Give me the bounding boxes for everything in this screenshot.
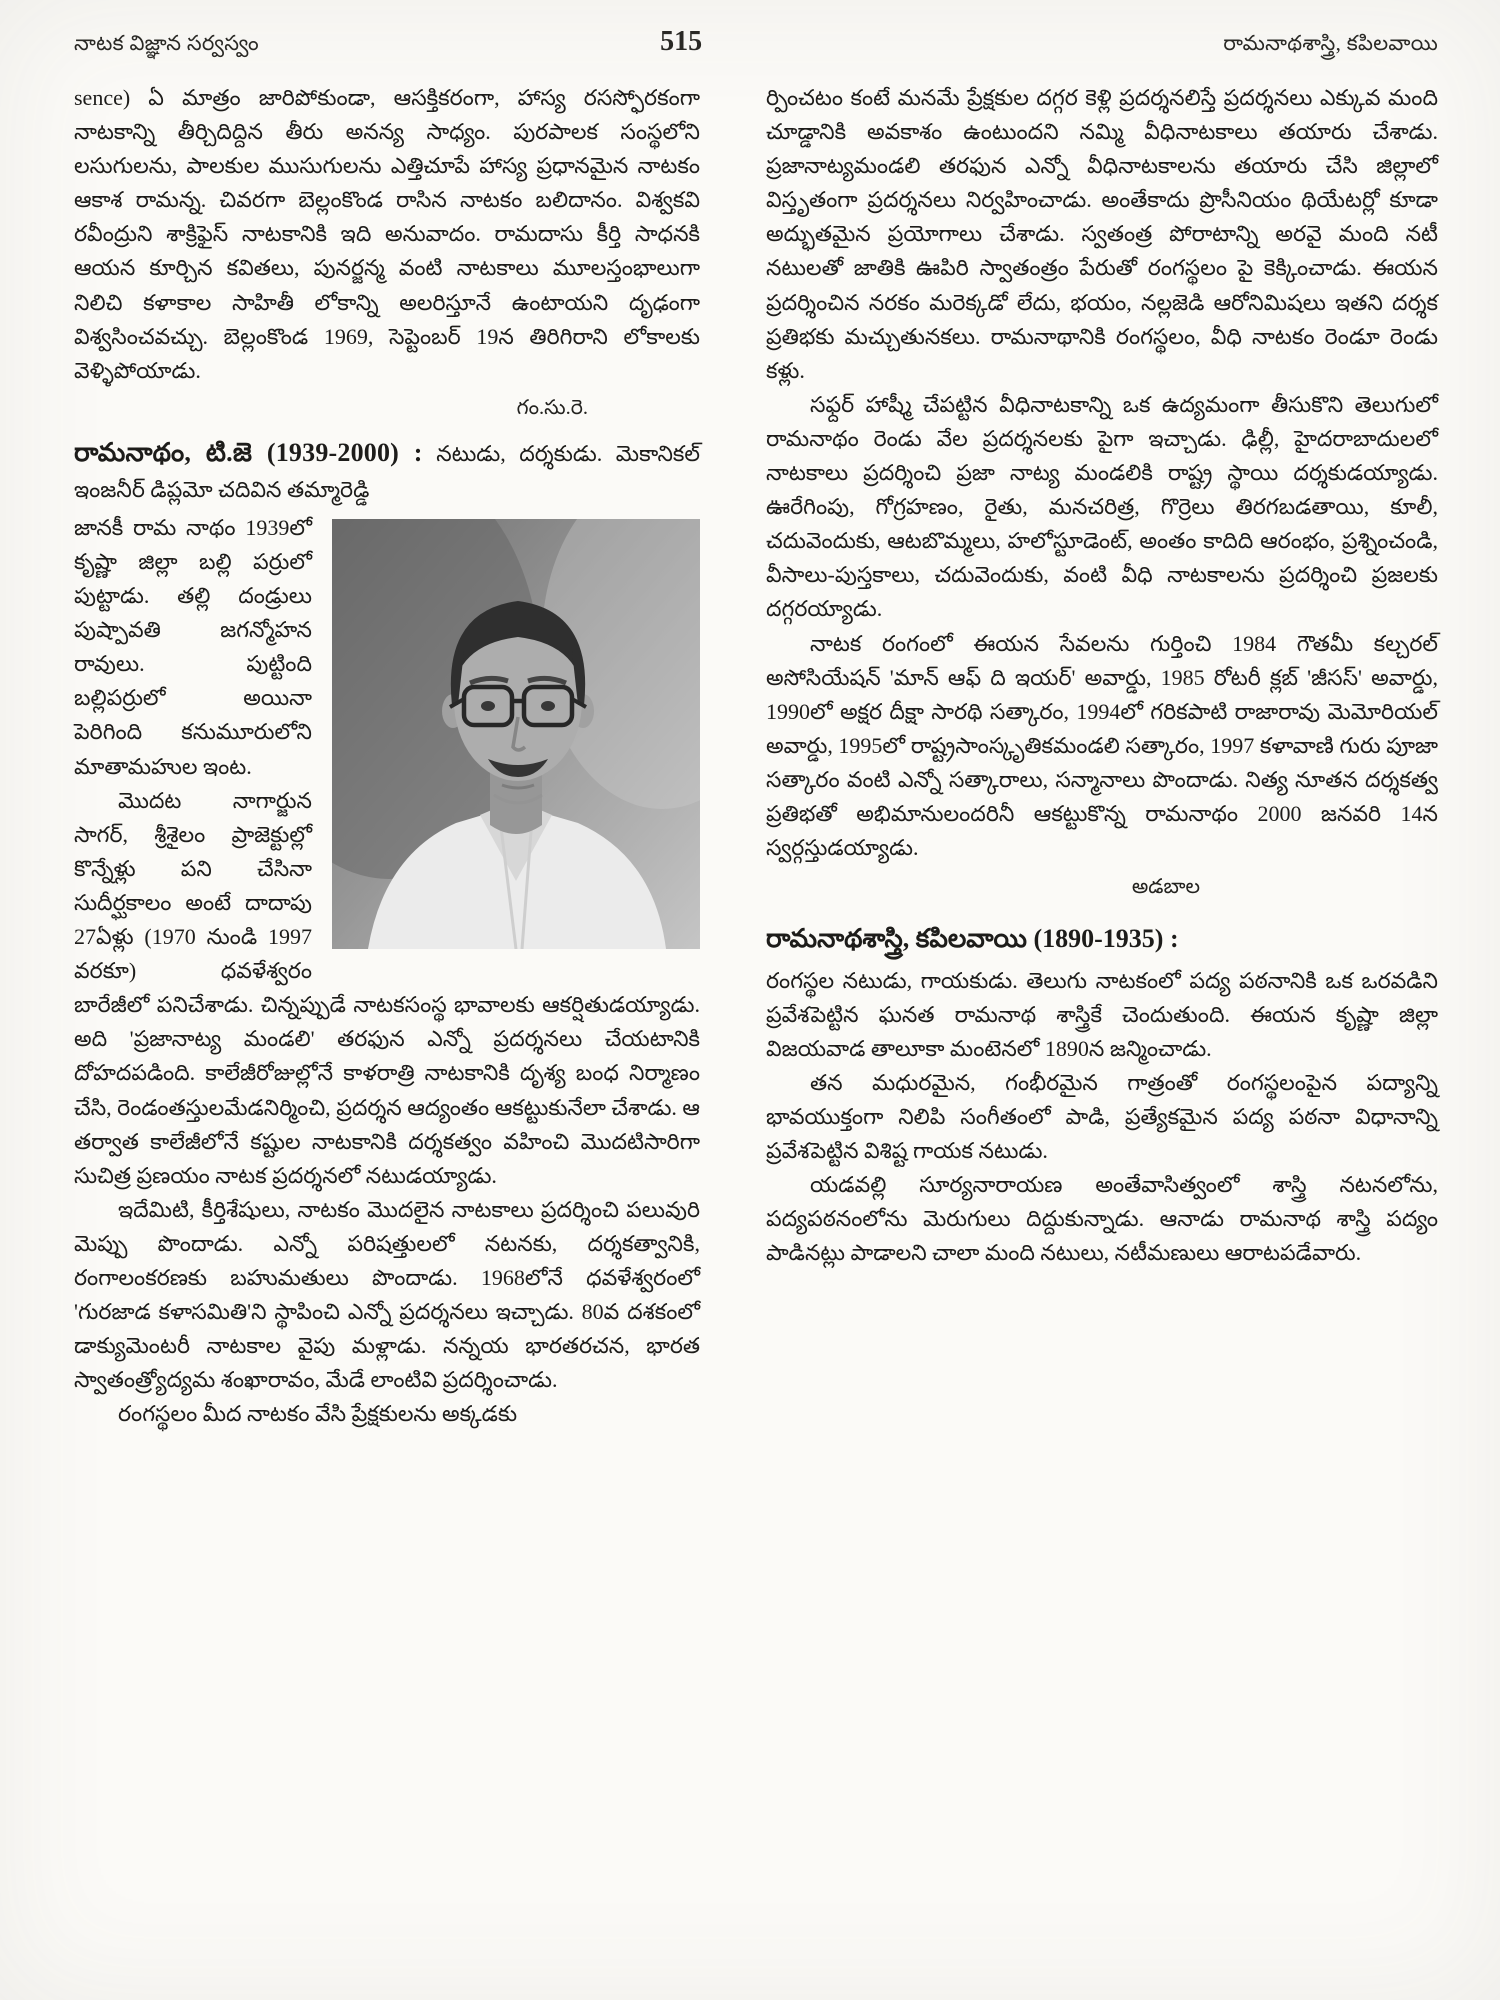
entry1-continuation-paragraph: ర్పించటం కంటే మనమే ప్రేక్షకుల దగ్గర కెళ్లి ప్రదర్శనలిస్తే ప్రదర్శనలు ఎక్కువ మంది చూడ్డానికి అవకాశం ఉంటుందని నమ్మి వీధినాటకాలు తయారు చేశాడు. ప్రజానాట్యమండలి తరఫున ఎన్నో వీధినాటకాలను తయారు చేసి జిల్లాలో విస్తృతంగా ప్రదర్శనలు నిర్వహించాడు. అంతేకాదు ప్రొసీనియం థియేటర్లో కూడా అద్భుతమైన ప్రయోగాలు చేశాడు. స్వతంత్ర పోరాటాన్ని అరవై మంది నటీ నటులతో జాతికి ఊపిరి స్వాతంత్రం పేరుతో రంగస్థలం పై కెక్కించాడు. ఈయన ప్రదర్శించిన నరకం మరెక్కడో లేదు, భయం, నల్లజెడి ఆరోనిమిషలు ఇతని దర్శక ప్రతిభకు మచ్చుతునకలు. రామనాథానికి రంగస్థలం, వీధి నాటకం రెండూ రెండు కళ్లు.	[766, 85, 1438, 383]
portrait-illustration	[332, 519, 700, 949]
entry1-paragraph-3: రంగస్థలం మీద నాటకం వేసి ప్రేక్షకులను అక్కడకు	[118, 1401, 518, 1427]
entry2-paragraph-3: యడవల్లి సూర్యనారాయణ అంతేవాసిత్వంలో శాస్త్రి నటనలోను, పద్యపఠనంలోను మెరుగులు దిద్దుకున్నాడు. ఆనాడు రామనాథ శాస్త్రి పద్యం పాడినట్లు పాడాలని చాలా మంది నటులు, నటీమణులు ఆరాటపడేవారు.	[766, 1172, 1438, 1266]
author-signature-left: గం.సు.రె.	[516, 396, 588, 419]
continuation-paragraph: sence) ఏ మాత్రం జారిపోకుండా, ఆసక్తికరంగా, హాస్య రసస్ఫోరకంగా నాటకాన్ని తీర్చిదిద్దిన తీరు అనన్య సాధ్యం. పురపాలక సంస్థలోని లసుగులను, పాలకుల ముసుగులను ఎత్తిచూపే హాస్య ప్రధానమైన నాటకం ఆకాశ రామన్న. చివరగా బెల్లంకొండ రాసిన నాటకం బలిదానం. విశ్వకవి రవీంద్రుని శాక్రిఫైస్ నాటకానికి ఇది అనువాదం. రామదాసు కీర్తి సాధనకి ఆయన కూర్చిన కవితలు, పునర్జన్మ వంటి నాటకాలు మూలస్తంభాలుగా నిలిచి కళాకాల సాహితీ లోకాన్ని అలరిస్తూనే ఉంటాయని దృఢంగా విశ్వసించవచ్చు. బెల్లంకొండ 1969, సెప్టెంబర్ 19న తిరిగిరాని లోకాలకు వెళ్ళిపోయాడు.	[74, 85, 700, 383]
page-header	[74, 26, 1438, 61]
entry1-heading: రామనాథం, టి.జె (1939-2000) :	[74, 437, 423, 467]
entry2-heading: రామనాథశాస్త్రి, కపిలవాయి (1890-1935) :	[766, 923, 1179, 953]
entry2-paragraph-2: తన మధురమైన, గంభీరమైన గాత్రంతో రంగస్థలంపైన పద్యాన్ని భావయుక్తంగా నిలిపి సంగీతంలో పాడి, ప్రత్యేకమైన పద్య పఠనా విధానాన్ని ప్రవేశపెట్టిన విశిష్ట గాయక నటుడు.	[766, 1069, 1438, 1164]
entry1-beside-photo-text: జానకీ రామ నాథం 1939లో కృష్ణా జిల్లా బల్లి పర్రులో పుట్టాడు. తల్లి దండ్రులు పుష్పావతి జగన్మోహన రావులు. పుట్టింది బల్లిపర్రులో అయినా పెరిగింది కనుమూరులోని మాతామహుల ఇంట.	[74, 514, 312, 779]
running-title-right: రామనాథశాస్త్రి, కపిలవాయి	[1223, 31, 1438, 55]
entry2-paragraph-1: రంగస్థల నటుడు, గాయకుడు. తెలుగు నాటకంలో పద్య పఠనానికి ఒక ఒరవడిని ప్రవేశపెట్టిన ఘనత రామనాథ శాస్త్రికే చెందుతుంది. ఈయన కృష్ణా జిల్లా విజయవాడ తాలూకా మంటెనలో 1890న జన్మించాడు.	[766, 967, 1438, 1061]
two-column-body	[74, 81, 1438, 1431]
left-column	[74, 81, 700, 1431]
entry1-body-with-photo	[74, 511, 700, 1432]
author-signature-right: అడబాల	[1131, 876, 1200, 899]
entry1-lead-paragraph	[74, 433, 700, 507]
entry1-lead-text: నటుడు, దర్శకుడు. మెకానికల్ ఇంజనీర్ డిప్లమో చదివిన తమ్మారెడ్డి	[74, 440, 700, 502]
entry1-paragraph-4: సఫ్దర్ హాష్మీ చేపట్టిన వీధినాటకాన్ని ఒక ఉద్యమంగా తీసుకొని తెలుగులో రామనాథం రెండు వేల ప్రదర్శనలకు పైగా ఇచ్చాడు. ఢిల్లీ, హైదరాబాదులలో నాటకాలు ప్రదర్శించి ప్రజా నాట్య మండలికి రాష్ట్ర స్థాయి దర్శకుడయ్యాడు. ఊరేగింపు, గోగ్రహణం, రైతు, మనచరిత్ర, గొర్రెలు తిరగబడతాయి, కూలీ, చదువెందుకు, ఆటబొమ్మలు, హలోస్టూడెంట్, అంతం కాదిది ఆరంభం, ప్రశ్నించండి, వీసాలు-పుస్తకాలు, చదువెందుకు, వంటి వీధి నాటకాలను ప్రదర్శించి ప్రజలకు దగ్గరయ్యాడు.	[766, 391, 1438, 622]
entry1-paragraph-5: నాటక రంగంలో ఈయన సేవలను గుర్తించి 1984 గౌతమీ కల్చరల్ అసోసియేషన్ 'మాన్ ఆఫ్ ది ఇయర్' అవార్డు, 1985 రోటరీ క్లబ్ 'జీసస్' అవార్డు, 1990లో అక్షర దీక్షా సారథి సత్కారం, 1994లో గరికపాటి రాజారావు మెమోరియల్ అవార్డు, 1995లో రాష్ట్రసాంస్కృతికమండలి సత్కారం, 1997 కళావాణి గురు పూజా సత్కారం వంటి ఎన్నో సత్కారాలు, సన్మానాలు పొందాడు. నిత్య నూతన దర్శకత్వ ప్రతిభతో అభిమానులందరినీ ఆకట్టుకొన్న రామనాథం 2000 జనవరి 14న స్వర్గస్తుడయ్యాడు.	[766, 630, 1438, 861]
entry1-paragraph-2: ఇదేమిటి, కీర్తిశేషులు, నాటకం మొదలైన నాటకాలు ప్రదర్శించి పలువురి మెప్పు పొందాడు. ఎన్నో పరిషత్తులలో నటనకు, దర్శకత్వానికి, రంగాలంకరణకు బహుమతులు పొందాడు. 1968లోనే ధవళేశ్వరంలో 'గురజాడ కళాసమితి'ని స్థాపించి ఎన్నో ప్రదర్శనలు ఇచ్చాడు. 80వ దశకంలో డాక్యుమెంటరీ నాటకాల వైపు మళ్లాడు. నన్నయ భారతరచన, భారత స్వాతంత్ర్యోద్యమ శంఖారావం, మేడే లాంటివి ప్రదర్శించాడు.	[74, 1196, 700, 1393]
entry1-paragraph-1: మొదట నాగార్జున సాగర్, శ్రీశైలం ప్రాజెక్టుల్లో కొన్నేళ్లు పని చేసినా సుదీర్ఘకాలం అంటే దాదాపు 27ఏళ్లు (1970 నుండి 1997 వరకూ) ధవళేశ్వరం బారేజీలో పనిచేశాడు. చిన్నప్పుడే నాటకసంస్థ భావాలకు ఆకర్షితుడయ్యాడు. అది 'ప్రజానాట్య మండలి' తరఫున ఎన్నో ప్రదర్శనలు చేయటానికి దోహదపడింది. కాలేజీరోజుల్లోనే కాళరాత్రి నాటకానికి దృశ్య బంధ నిర్మాణం చేసి, రెండంతస్తులమేడనిర్మించి, ప్రదర్శన ఆద్యంతం ఆకట్టుకునేలా చేశాడు. ఆ తర్వాత కాలేజీలోనే కష్టుల నాటకానికి దర్శకత్వం వహించి మొదటిసారిగా సుచిత్ర ప్రణయం నాటక ప్రదర్శనలో నటుడయ్యాడు.	[74, 787, 700, 1188]
right-column	[766, 81, 1438, 1270]
portrait-photo	[332, 519, 700, 949]
page-number: 515	[660, 26, 703, 57]
running-title-left: నాటక విజ్ఞాన సర్వస్వం	[74, 31, 259, 55]
